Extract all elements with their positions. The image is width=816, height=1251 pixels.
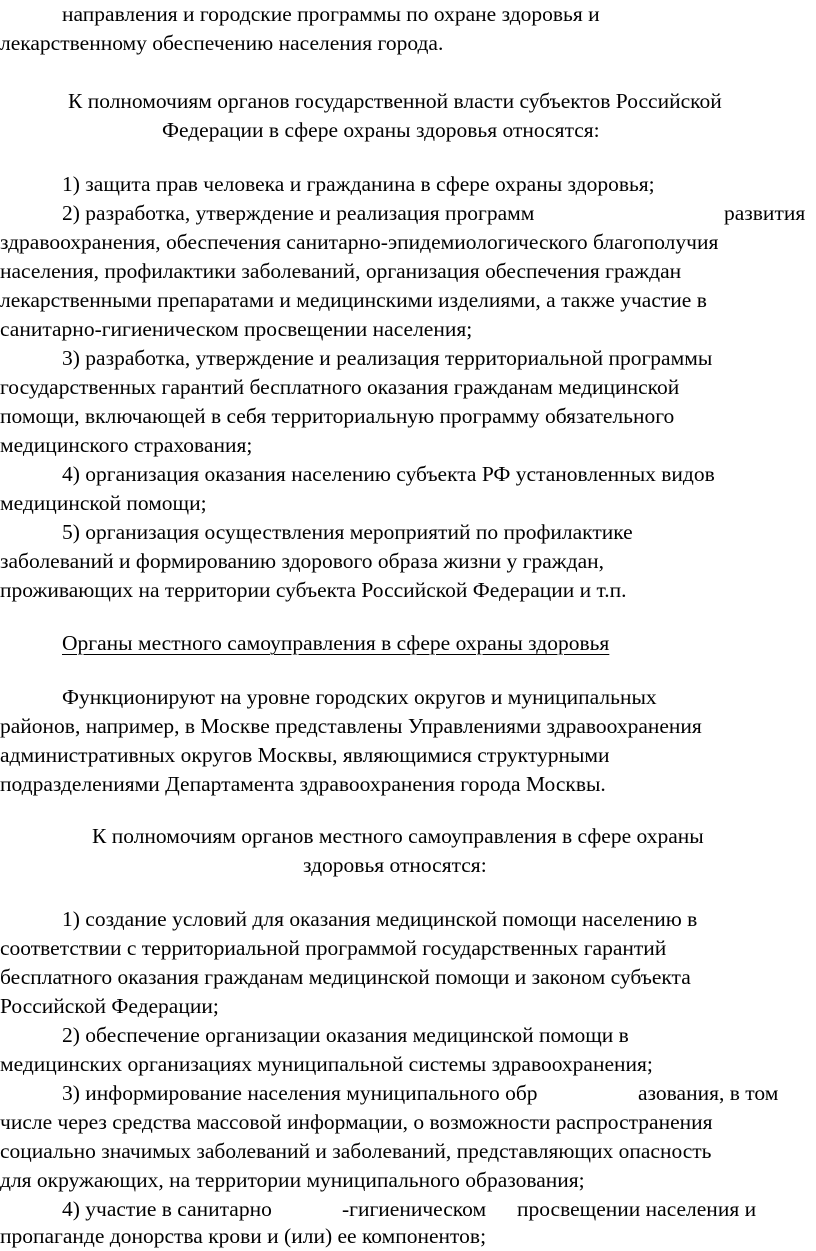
regional-item-2-line: населения, профилактики заболеваний, организация обеспечения граждан xyxy=(0,259,682,283)
regional-item-2-line: лекарственными препаратами и медицинскими изделиями, а также участие в xyxy=(0,288,707,312)
local-item-4-fragment: -гигиеническом xyxy=(342,1197,487,1221)
local-item-2-line: медицинских организациях муниципальной системы здравоохранения; xyxy=(0,1052,653,1076)
regional-item-2: 2) разработка, утверждение и реализация программ xyxy=(62,201,535,225)
regional-item-3-line: медицинского страхования; xyxy=(0,433,253,457)
local-item-3-line: социально значимых заболеваний и заболеваний, представляющих опасность xyxy=(0,1139,712,1163)
regional-item-5: 5) организация осуществления мероприятий по профилактике xyxy=(62,520,633,544)
local-item-3: 3) информирование населения муниципального обр xyxy=(62,1081,538,1105)
local-item-4-line: пропаганде донорства крови и (или) ее компонентов; xyxy=(0,1224,487,1248)
regional-item-2-line: здравоохранения, обеспечения санитарно-эпидемиологического благополучия xyxy=(0,230,719,254)
local-item-1-line: соответствии с территориальной программой государственных гарантий xyxy=(0,936,667,960)
local-heading-line: здоровья относятся: xyxy=(303,853,487,877)
local-item-1-line: бесплатного оказания гражданам медицинской помощи и законом субъекта xyxy=(0,965,691,989)
local-item-1: 1) создание условий для оказания медицинской помощи населению в xyxy=(62,907,698,931)
regional-item-1: 1) защита прав человека и гражданина в сфере охраны здоровья; xyxy=(62,172,655,196)
regional-item-3-line: помощи, включающей в себя территориальную программу обязательного xyxy=(0,404,675,428)
regional-item-4: 4) организация оказания населению субъекта РФ установленных видов xyxy=(62,462,715,486)
local-item-3-line: для окружающих, на территории муниципального образования; xyxy=(0,1168,585,1192)
local-section-title: Органы местного самоуправления в сфере охраны здоровья xyxy=(62,631,610,655)
regional-item-4-line: медицинской помощи; xyxy=(0,491,207,515)
regional-item-2-line: санитарно-гигиеническом просвещении населения; xyxy=(0,317,473,341)
local-item-2: 2) обеспечение организации оказания медицинской помощи в xyxy=(62,1023,629,1047)
regional-heading-line: К полномочиям органов государственной власти субъектов Российской xyxy=(68,89,722,113)
local-heading-line: К полномочиям органов местного самоуправления в сфере охраны xyxy=(92,824,704,848)
local-paragraph-line: районов, например, в Москве представлены Управлениями здравоохранения xyxy=(0,714,702,738)
intro-line: лекарственному обеспечению населения города. xyxy=(0,31,444,55)
regional-item-3: 3) разработка, утверждение и реализация территориальной программы xyxy=(62,346,713,370)
regional-item-3-line: государственных гарантий бесплатного оказания гражданам медицинской xyxy=(0,375,680,399)
local-item-4-fragment: просвещении населения и xyxy=(517,1197,757,1221)
local-paragraph-line: Функционируют на уровне городских округов и муниципальных xyxy=(62,685,657,709)
local-item-3-line: числе через средства массовой информации, о возможности распространения xyxy=(0,1110,713,1134)
regional-item-5-line: проживающих на территории субъекта Российской Федерации и т.п. xyxy=(0,578,627,602)
regional-heading-line: Федерации в сфере охраны здоровья относятся: xyxy=(162,118,600,142)
regional-item-5-line: заболеваний и формированию здорового образа жизни у граждан, xyxy=(0,549,605,573)
local-paragraph-line: административных округов Москвы, являющимися структурными xyxy=(0,743,610,767)
regional-item-2-word: развития xyxy=(724,201,806,225)
intro-line: направления и городские программы по охране здоровья и xyxy=(62,2,600,26)
local-item-1-line: Российской Федерации; xyxy=(0,994,219,1018)
local-paragraph-line: подразделениями Департамента здравоохранения города Москвы. xyxy=(0,772,606,796)
local-item-3-fragment: азования, в том xyxy=(638,1081,779,1105)
local-item-4: 4) участие в санитарно xyxy=(62,1197,272,1221)
